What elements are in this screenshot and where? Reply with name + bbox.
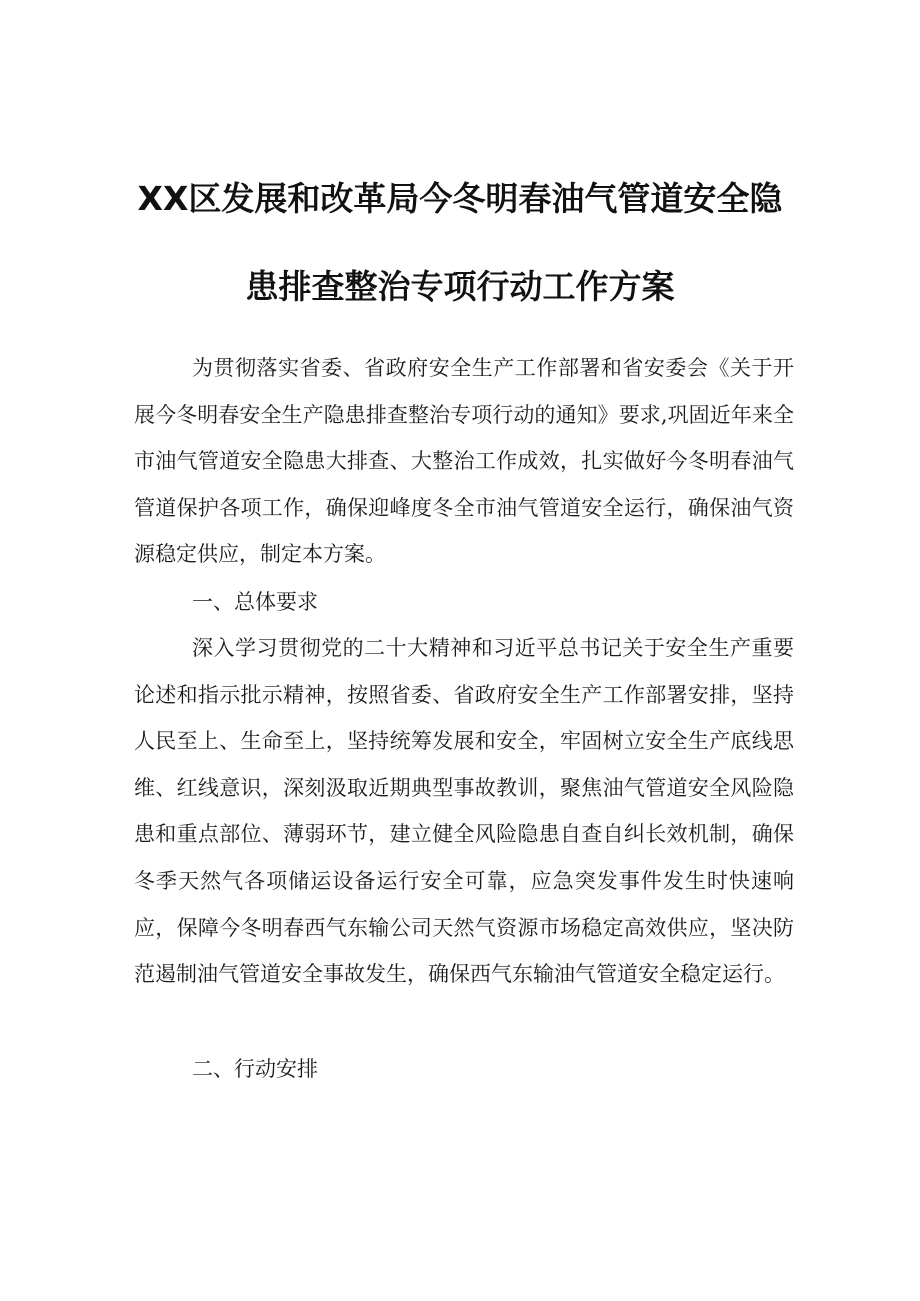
document-title-line-2: 患排查整治专项行动工作方案 [245, 267, 675, 306]
section-heading-general-requirements: 一、总体要求 [192, 590, 318, 614]
general-requirements-paragraph: 深入学习贯彻党的二十大精神和习近平总书记关于安全生产重要论述和指示批示精神，按照省委、省政府安全生产工作部署安排，坚持人民至上、生命至上，坚持统筹发展和安全，牢固树立安全生产底线思维、红线意识，深刻汲取近期典型事故教训，聚焦油气管道安全风险隐患和重点部位、薄弱环节，建立健全风险隐患自查自纠长效机制，确保冬季天然气各项储运设备运行安全可靠，应急突发事件发生时快速响应，保障今冬明春西气东输公司天然气资源市场稳定高效供应，坚决防范遏制油气管道安全事故发生，确保西气东输油气管道安全稳定运行。 [134, 636, 794, 987]
intro-paragraph: 为贯彻落实省委、省政府安全生产工作部署和省安委会《关于开展今冬明春安全生产隐患排查整治专项行动的通知》要求,巩固近年来全市油气管道安全隐患大排查、大整治工作成效，扎实做好今冬明春油气管道保护各项工作，确保迎峰度冬全市油气管道安全运行，确保油气资源稳定供应，制定本方案。 [134, 356, 794, 567]
document-title-line-1: XX区发展和改革局今冬明春油气管道安全隐 [137, 179, 783, 218]
section-heading-action-arrangements: 二、行动安排 [192, 1057, 318, 1081]
